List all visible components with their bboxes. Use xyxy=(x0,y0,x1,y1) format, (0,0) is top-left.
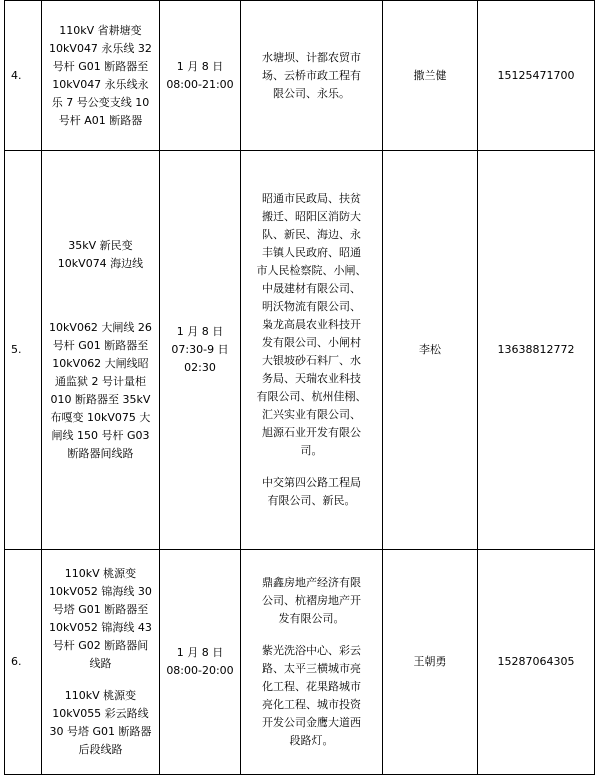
line-text: 110kV 省耕塘变 10kV047 永乐线 32 号杆 G01 断路器至 10kV047 永乐线永 乐 7 号公变支线 10 号杆 A01 断路器 xyxy=(49,23,152,127)
row-number: 6. xyxy=(5,550,42,775)
area-text-secondary: 中交第四公路工程局 有限公司、新民。 xyxy=(262,476,361,507)
row-number: 4. xyxy=(5,1,42,151)
area-cell xyxy=(241,550,383,775)
person-cell: 李松 xyxy=(383,151,478,550)
spacer xyxy=(46,673,155,687)
area-cell xyxy=(241,151,383,550)
spacer xyxy=(245,460,378,474)
area-text: 鼎鑫房地产经济有限 公司、杭褶房地产开 发有限公司。 xyxy=(262,576,361,625)
line-cell xyxy=(42,1,160,151)
time-cell xyxy=(160,151,241,550)
line-text: 110kV 桃源变 10kV052 锦海线 30 号塔 G01 断路器至 10kV052 锦海线 43 号杆 G02 断路器间 线路 xyxy=(49,567,152,670)
area-text: 水塘坝、计都农贸市 场、云桥市政工程有 限公司、永乐。 xyxy=(262,50,361,100)
phone-cell: 15287064305 xyxy=(478,550,595,775)
row-number: 5. xyxy=(5,151,42,550)
line-text: 35kV 新民变 10kV074 海边线 xyxy=(57,239,144,270)
person-cell: 撒兰健 xyxy=(383,1,478,151)
time-text: 1 月 8 日 08:00-21:00 xyxy=(166,59,234,91)
table-row xyxy=(5,550,595,775)
line-cell xyxy=(42,550,160,775)
time-text: 1 月 8 日 07:30-9 日 02:30 xyxy=(171,325,229,374)
phone-cell: 13638812772 xyxy=(478,151,595,550)
time-cell xyxy=(160,550,241,775)
line-text-secondary: 10kV062 大闸线 26 号杆 G01 断路器至 10kV062 大闸线昭 通监狱 2 号计量柜 010 断路器至 35kV 布嘎变 10kV075 大 闸线 150 号杆 G03 断路器间线路 xyxy=(49,321,152,460)
table-row xyxy=(5,151,595,550)
outage-table xyxy=(4,0,595,775)
phone-cell: 15125471700 xyxy=(478,1,595,151)
area-text: 昭通市民政局、扶贫 搬迁、昭阳区消防大 队、新民、海边、永 丰镇人民政府、昭通 市人民检察院、小闸、 中晟建材有限公司、 明沃物流有限公司、 枭龙高晨农业科技开 发有限公司、小闸村 大银坡砂石料厂、水 务局、天瑞农业科技 有限公司、杭州佳栩、 汇兴实业有限公司、 旭源石业开发有限公 司。 xyxy=(256,192,367,457)
time-cell xyxy=(160,1,241,151)
line-cell xyxy=(42,151,160,550)
line-text-secondary: 110kV 桃源变 10kV055 彩云路线 30 号塔 G01 断路器 后段线路 xyxy=(49,689,152,756)
area-text-secondary: 紫光洗浴中心、彩云 路、太平三横城市亮 化工程、花果路城市 亮化工程、城市投资 开发公司金鹰大道西 段路灯。 xyxy=(262,644,361,747)
person-cell: 王朝勇 xyxy=(383,550,478,775)
table-row xyxy=(5,1,595,151)
spacer xyxy=(245,628,378,642)
area-cell xyxy=(241,1,383,151)
spacer xyxy=(46,273,155,319)
time-text: 1 月 8 日 08:00-20:00 xyxy=(166,646,234,677)
